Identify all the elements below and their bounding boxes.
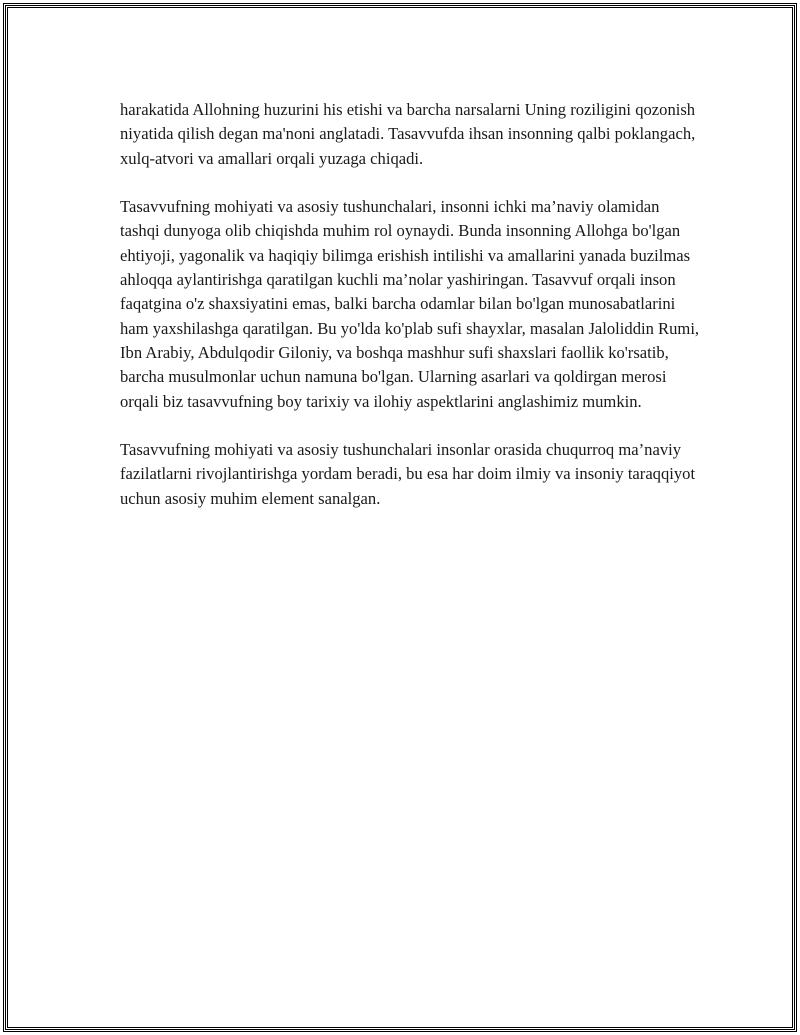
paragraph-2: Tasavvufning mohiyati va asosiy tushunchalari, insonni ichki ma’naviy olamidan tashqi dunyoga olib chiqishda muhim rol oynaydi. Bunda insonning Allohga bo'lgan ehtiyoji, yagonalik va haqiqiy bilimga erishish intilishi va amallarini yanada buzilmas ahloqqa aylantirishga qaratilgan kuchli ma’nolar yashiringan. Tasavvuf orqali inson faqatgina o'z shaxsiyatini emas, balki barcha odamlar bilan bo'lgan munosabatlarini ham yaxshilashga qaratilgan. Bu yo'lda ko'plab sufi shayxlar, masalan Jaloliddin Rumi, Ibn Arabiy, Abdulqodir Giloniy, va boshqa mashhur sufi shaxslari faollik ko'rsatib, barcha musulmonlar uchun namuna bo'lgan. Ularning asarlari va qoldirgan merosi orqali biz tasavvufning boy tarixiy va ilohiy aspektlarini anglashimiz mumkin. (120, 197, 700, 411)
paragraph-3: Tasavvufning mohiyati va asosiy tushunchalari insonlar orasida chuqurroq ma’naviy fazilatlarni rivojlantirishga yordam beradi, bu esa har doim ilmiy va insoniy taraqqiyot uchun asosiy muhim element sanalgan. (120, 440, 696, 508)
document-body (120, 98, 700, 535)
page-border (3, 3, 797, 1032)
paragraph-1: harakatida Allohning huzurini his etishi va barcha narsalarni Uning roziligini qozonish niyatida qilish degan ma'noni anglatadi. Tasavvufda ihsan insonning qalbi poklangach, xulq-atvori va amallari orqali yuzaga chiqadi. (120, 100, 696, 168)
